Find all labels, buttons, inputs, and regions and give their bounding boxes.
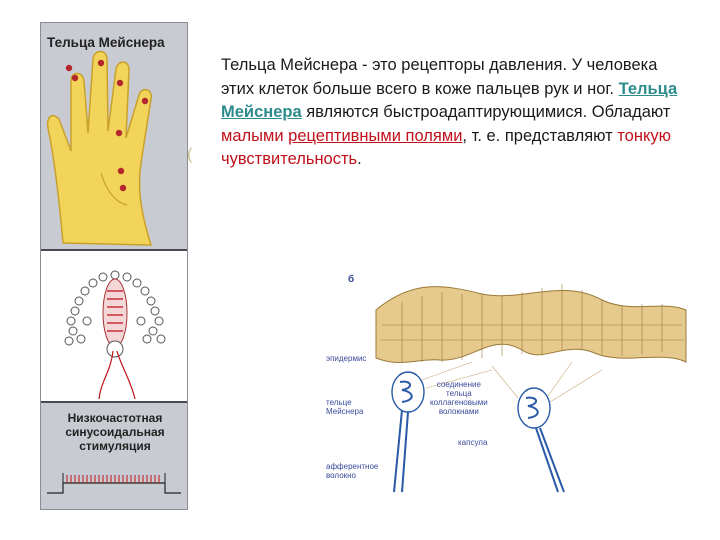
main-paragraph bbox=[221, 54, 681, 172]
corpuscle-illustration bbox=[41, 251, 187, 401]
corpuscle-section bbox=[41, 251, 187, 403]
illustration-panel bbox=[40, 22, 188, 510]
paragraph-intro: Тельца Мейснера - это рецепторы давления. У человека этих клеток больше всего в коже пальцев рук и ног. bbox=[221, 56, 658, 98]
stimulation-section bbox=[41, 403, 187, 509]
receptive-fields-link[interactable]: рецептивными полями bbox=[288, 126, 463, 145]
label-meissner: тельце Мейснера bbox=[326, 398, 364, 416]
panel-title: Тельца Мейснера bbox=[47, 35, 165, 50]
paragraph-middle-2: , т. е. представляют bbox=[462, 126, 618, 145]
paragraph-middle: являются быстроадаптирующимися. Обладают bbox=[301, 103, 671, 121]
stimulation-trace bbox=[41, 403, 187, 509]
hand-section bbox=[41, 23, 187, 251]
skin-diagram bbox=[322, 270, 690, 496]
highlight-sensitivity: тонкую чувствительность bbox=[221, 126, 671, 168]
decorative-mark: ( bbox=[187, 146, 193, 163]
label-connection: соединение тельца коллагеновыми волокнами bbox=[430, 380, 488, 416]
keyword-link[interactable]: Тельца Мейснера bbox=[221, 79, 678, 121]
paragraph-end: . bbox=[357, 150, 362, 168]
hand-illustration bbox=[41, 23, 187, 249]
label-epidermis: эпидермис bbox=[326, 354, 367, 363]
stimulation-label: Низкочастотная синусоидальная стимуляция bbox=[65, 411, 165, 453]
label-capsule: капсула bbox=[458, 438, 488, 447]
diagram-letter: б bbox=[348, 274, 355, 285]
label-afferent: афферентное волокно bbox=[326, 462, 379, 480]
highlight-small: малыми bbox=[221, 126, 289, 145]
